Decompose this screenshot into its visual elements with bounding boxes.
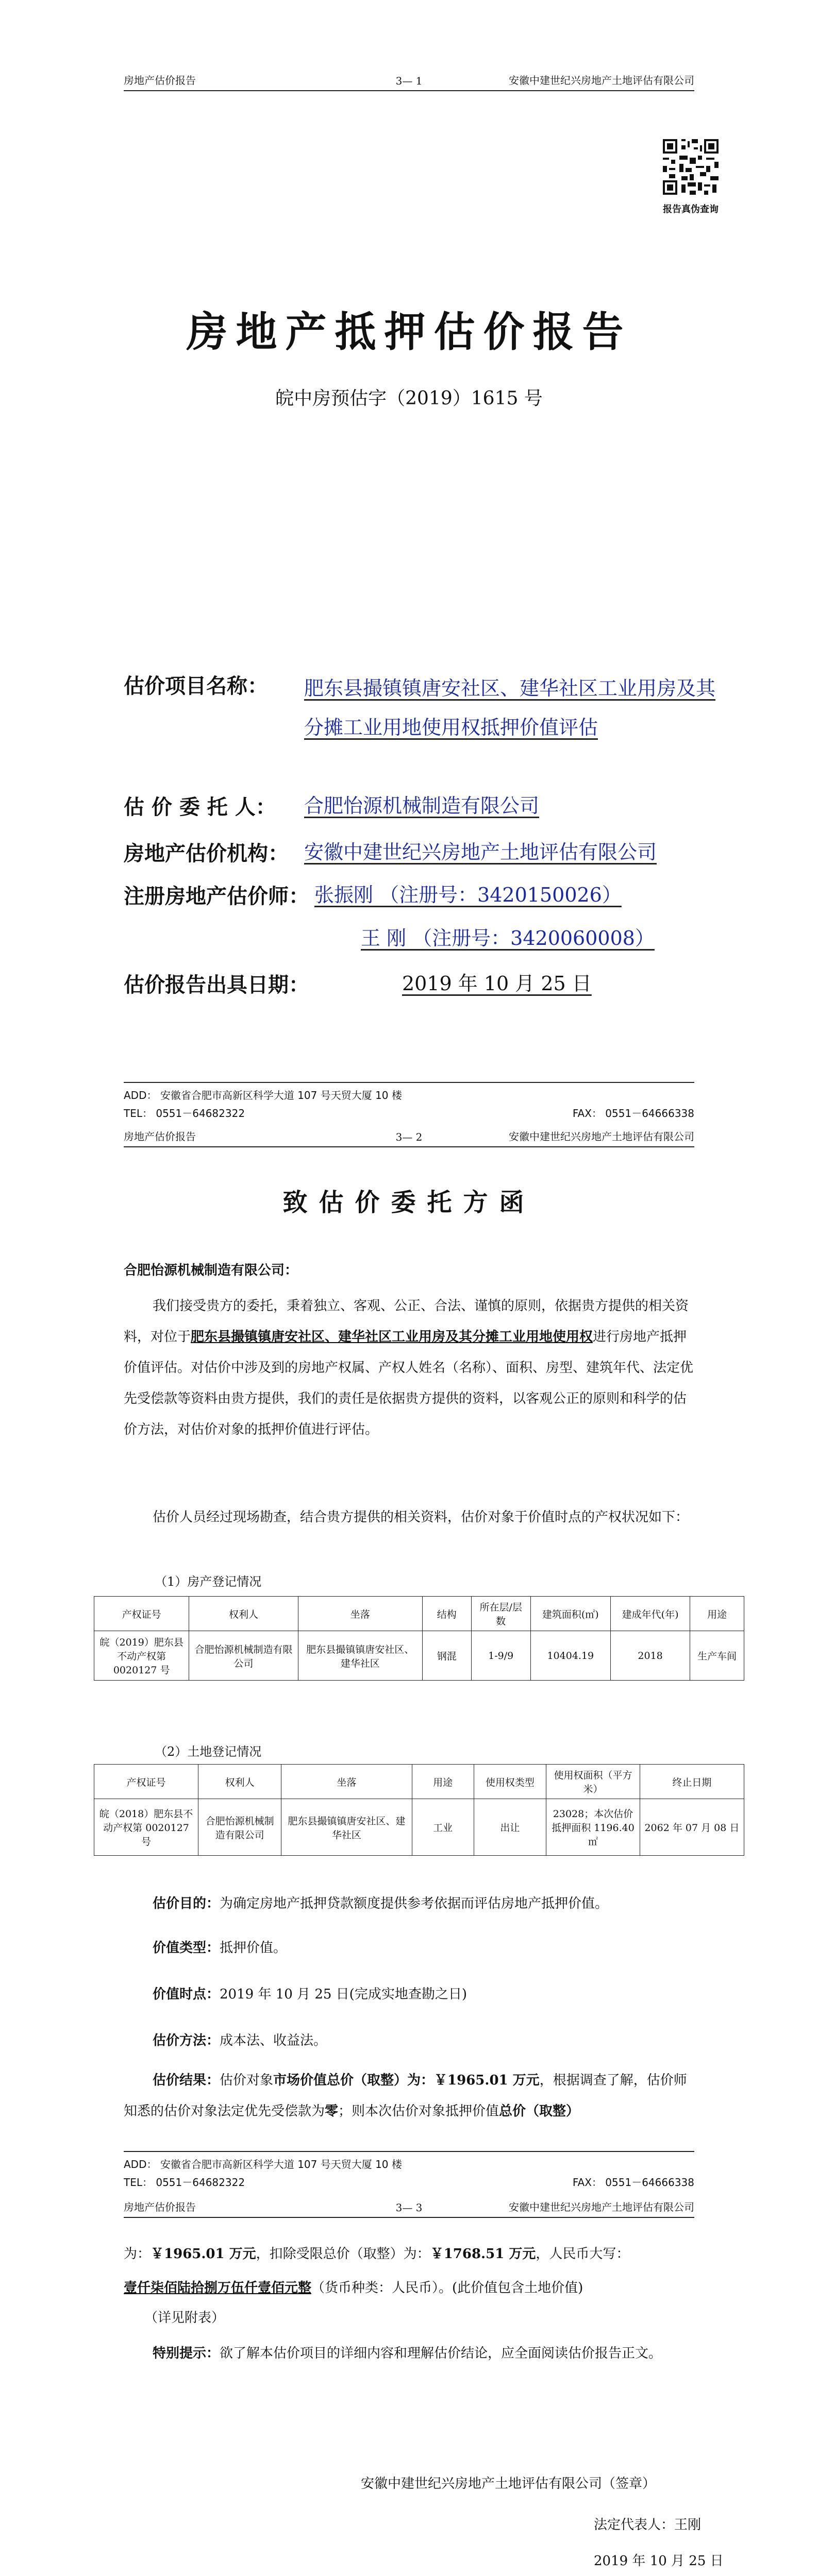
page-header-3: 房地产估价报告 3— 3 安徽中建世纪兴房地产土地评估有限公司	[124, 2199, 694, 2218]
col-area: 建筑面积(㎡)	[530, 1597, 610, 1631]
col-usage: 用途	[690, 1597, 744, 1631]
project-name-value: 肥东县撮镇镇唐安社区、建华社区工业用房及其分摊工业用地使用权抵押价值评估	[304, 677, 716, 739]
header-page-number: 3— 2	[395, 1131, 423, 1143]
appraiser-label: 注册房地产估价师：	[124, 884, 309, 908]
table-row: 皖（2018）肥东县不动产权第 0020127 号 合肥怡源机械制造有限公司 肥东县撮镇镇唐安社区、建华社区 工业 出让 23028；本次估价抵押面积 1196.40 ㎡ 2062 年 07 月 08 日	[94, 1799, 744, 1856]
report-number: 皖中房预估字（2019）1615 号	[275, 388, 543, 409]
signature-representative: 法定代表人：王刚	[594, 2517, 702, 2533]
issue-date-label: 估价报告出具日期：	[124, 973, 309, 997]
page-footer-1	[124, 1082, 694, 1123]
col-structure: 结构	[422, 1597, 471, 1631]
header-left: 房地产估价报告	[124, 74, 196, 87]
agency-value: 安徽中建世纪兴房地产土地评估有限公司	[304, 841, 657, 863]
method-line: 估价方法：成本法、收益法。	[153, 2033, 327, 2048]
qr-caption: 报告真伪查询	[663, 204, 719, 215]
result-continuation: 为：￥1965.01 万元，扣除受限总价（取整）为：￥1768.51 万元，人民币大写： 壹仟柒佰陆拾捌万伍仟壹佰元整（货币种类：人民币）。(此价值包含土地价值)	[124, 2246, 630, 2296]
client-label: 估 价 委 托 人：	[124, 795, 276, 819]
col-year: 建成年代(年)	[611, 1597, 690, 1631]
header-right: 安徽中建世纪兴房地产土地评估有限公司	[509, 74, 694, 87]
value-type-line: 价值类型：抵押价值。	[153, 1940, 287, 1956]
signature-date: 2019 年 10 月 25 日	[594, 2553, 724, 2569]
report-title: 房地产抵押估价报告	[186, 308, 632, 356]
land-registration-table	[94, 1764, 744, 1856]
header-right: 安徽中建世纪兴房地产土地评估有限公司	[509, 1130, 694, 1143]
letter-title: 致估价委托方函	[282, 1188, 536, 1217]
appraiser-2-value: 王 刚 （注册号：3420060008）	[361, 927, 655, 950]
page-header-1	[124, 72, 694, 91]
qr-code-icon[interactable]	[661, 137, 721, 197]
col-location: 坐落	[298, 1597, 422, 1631]
table-2-caption: （2）土地登记情况	[155, 1744, 262, 1759]
agency-label: 房地产估价机构：	[124, 841, 289, 866]
project-name-label: 估价项目名称：	[124, 674, 268, 698]
appraiser-1-value: 张振刚 （注册号：3420150026）	[314, 884, 622, 906]
footer-fax: FAX： 0551－64666338	[572, 1107, 694, 1120]
signature-company: 安徽中建世纪兴房地产土地评估有限公司（签章）	[361, 2476, 656, 2492]
table-header-row: 产权证号 权利人 坐落 用途 使用权类型 使用权面积（平方米） 终止日期	[94, 1765, 744, 1799]
col-owner: 权利人	[189, 1597, 298, 1631]
subject-property: 肥东县撮镇镇唐安社区、建华社区工业用房及其分摊工业用地使用权	[191, 1329, 593, 1345]
header-page-number: 3— 1	[395, 75, 423, 87]
table-row: 皖（2019）肥东县不动产权第 0020127 号 合肥怡源机械制造有限公司 肥东县撮镇镇唐安社区、建华社区 钢混 1-9/9 10404.19 2018 生产车间	[94, 1631, 744, 1681]
page-header-2	[124, 1128, 694, 1147]
issue-date-value: 2019 年 10 月 25 日	[402, 972, 592, 995]
col-floor: 所在层/层数	[471, 1597, 530, 1631]
result-line: 估价结果：估价对象市场价值总价（取整）为：￥1965.01 万元，根据调查了解，估价师知悉的估价对象法定优先受偿款为零；则本次估价对象抵押价值总价（取整）	[124, 2073, 687, 2119]
page-footer-2: ADD： 安徽省合肥市高新区科学大道 107 号天贸大厦 10 楼 TEL： 0551－64682322 FAX： 0551－64666338	[124, 2151, 694, 2192]
letter-paragraph-2: 估价人员经过现场勘查，结合贵方提供的相关资料，估价对象于价值时点的产权状况如下：	[153, 1510, 689, 1525]
purpose-line: 估价目的：为确定房地产抵押贷款额度提供参考依据而评估房地产抵押价值。	[153, 1896, 609, 1911]
table-header-row	[94, 1597, 744, 1631]
see-appendix: （详见附表）	[144, 2310, 225, 2326]
value-date-line: 价值时点：2019 年 10 月 25 日(完成实地查勘之日)	[153, 1987, 467, 2002]
special-note: 特别提示：欲了解本估价项目的详细内容和理解估价结论，应全面阅读估价报告正文。	[153, 2346, 662, 2361]
amount-in-words: 壹仟柒佰陆拾捌万伍仟壹佰元整	[124, 2280, 312, 2296]
table-1-caption: （1）房产登记情况	[155, 1574, 262, 1589]
property-registration-table	[94, 1596, 744, 1681]
footer-address: ADD： 安徽省合肥市高新区科学大道 107 号天贸大厦 10 楼	[124, 1089, 402, 1101]
footer-tel: TEL： 0551－64682322	[124, 1107, 245, 1120]
header-left: 房地产估价报告	[124, 1130, 196, 1143]
client-value: 合肥怡源机械制造有限公司	[304, 794, 540, 817]
letter-paragraph-1: 我们接受贵方的委托，秉着独立、客观、公正、合法、谨慎的原则，依据贵方提供的相关资料，对位于肥东县撮镇镇唐安社区、建华社区工业用房及其分摊工业用地使用权进行房地产抵押价值评估。对估价中涉及到的房地产权属、产权人姓名（名称）、面积、房型、建筑年代、法定优先受偿款等资料由贵方提供，我们的责任是依据贵方提供的资料，以客观公正的原则和科学的估价方法，对估价对象的抵押价值进行评估。	[124, 1298, 694, 1437]
col-cert: 产权证号	[94, 1597, 189, 1631]
letter-addressee: 合肥怡源机械制造有限公司：	[124, 1263, 298, 1278]
